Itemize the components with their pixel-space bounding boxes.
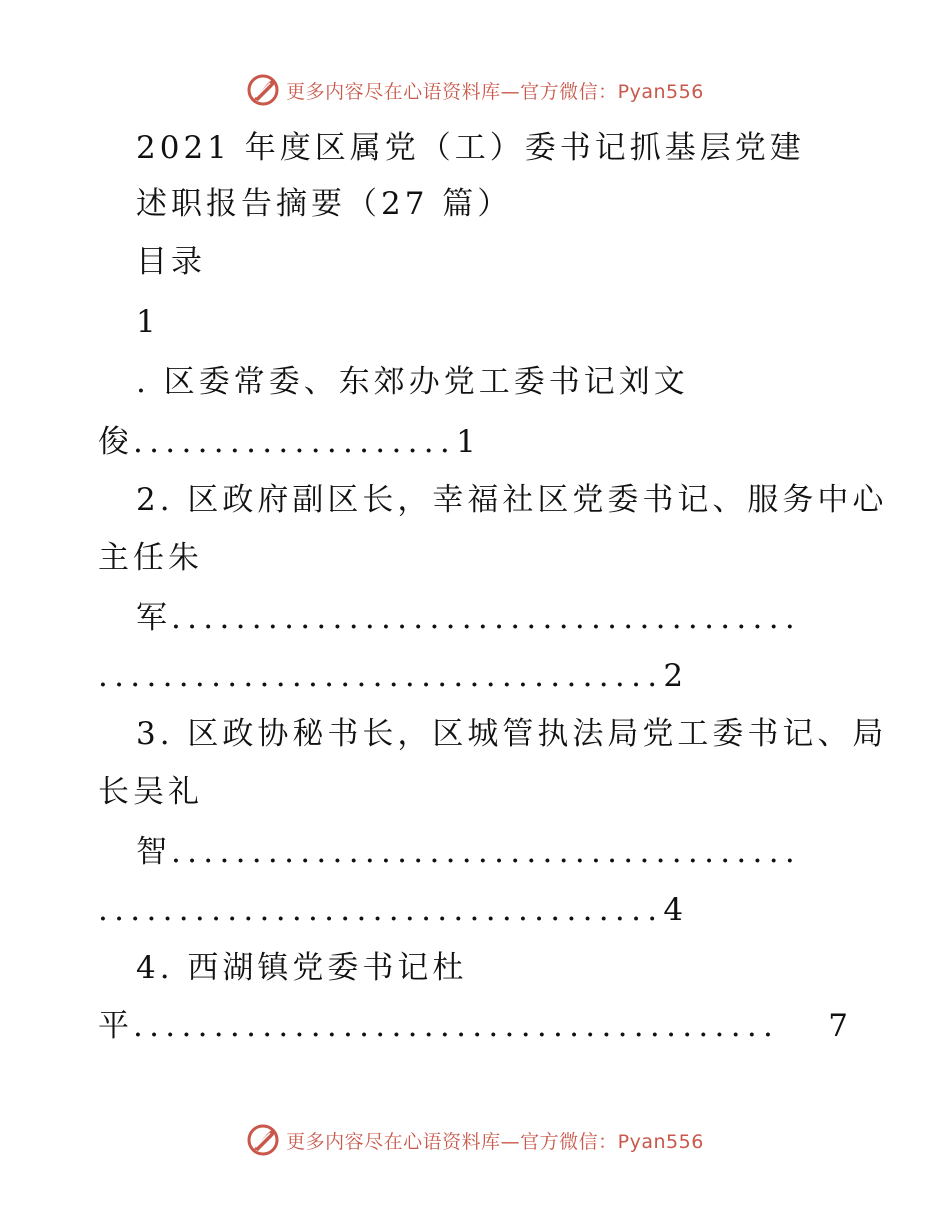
toc-entry-1-dots: .................... <box>133 424 457 460</box>
toc-entry-4-leader[interactable] <box>98 1006 848 1046</box>
quill-pen-in-circle-icon <box>246 1123 280 1157</box>
toc-entry-1-number: 1 <box>136 304 160 340</box>
toc-entry-2-dots-1: ....................................... <box>171 600 802 636</box>
toc-heading: 目录 <box>136 244 206 280</box>
toc-entry-3-dots-2: ................................... <box>98 892 664 928</box>
toc-entry-3-leader-2[interactable] <box>98 890 683 930</box>
toc-entry-3-text-end: 智 <box>136 834 171 870</box>
toc-entry-4-text[interactable]: 4. 西湖镇党委书记杜 <box>136 950 468 986</box>
toc-entry-1-page: 1 <box>456 424 476 460</box>
toc-entry-2-text[interactable]: 2. 区政府副区长，幸福社区党委书记、服务中心 <box>136 482 888 518</box>
toc-entry-4-dots: ........................................ <box>133 1008 780 1044</box>
watermark-text: 更多内容尽在心语资料库—官方微信：Pyan556 <box>286 1130 704 1153</box>
document-title-line-2: 述职报告摘要（27 篇） <box>136 186 513 222</box>
watermark-text: 更多内容尽在心语资料库—官方微信：Pyan556 <box>286 80 704 103</box>
toc-entry-1-text[interactable]: . 区委常委、东郊办党工委书记刘文 <box>136 364 689 400</box>
quill-pen-in-circle-icon <box>246 73 280 107</box>
toc-entry-3-page: 4 <box>663 892 684 928</box>
toc-entry-2-dots-2: ................................... <box>98 658 664 694</box>
toc-entry-2-leader-2[interactable] <box>98 656 683 696</box>
toc-entry-2-text-end: 军 <box>136 600 171 636</box>
toc-entry-3-text[interactable]: 3. 区政协秘书长，区城管执法局党工委书记、局 <box>136 716 888 752</box>
document-title-line-1: 2021 年度区属党（工）委书记抓基层党建 <box>136 130 805 166</box>
toc-entry-3-leader-1[interactable] <box>136 832 848 872</box>
watermark-footer <box>0 1120 950 1160</box>
toc-entry-1-text-end: 俊 <box>98 424 133 460</box>
toc-entry-2-text-cont[interactable]: 主任朱 <box>98 540 203 576</box>
toc-entry-1-leader[interactable] <box>98 422 476 462</box>
toc-entry-2-page: 2 <box>663 658 684 694</box>
toc-entry-2-leader-1[interactable] <box>136 598 848 638</box>
toc-entry-4-page: 7 <box>828 1008 848 1044</box>
toc-entry-3-dots-1: ....................................... <box>171 834 802 870</box>
watermark-header <box>0 70 950 110</box>
toc-entry-4-text-end: 平 <box>98 1008 133 1044</box>
toc-entry-3-text-cont[interactable]: 长吴礼 <box>98 774 203 810</box>
